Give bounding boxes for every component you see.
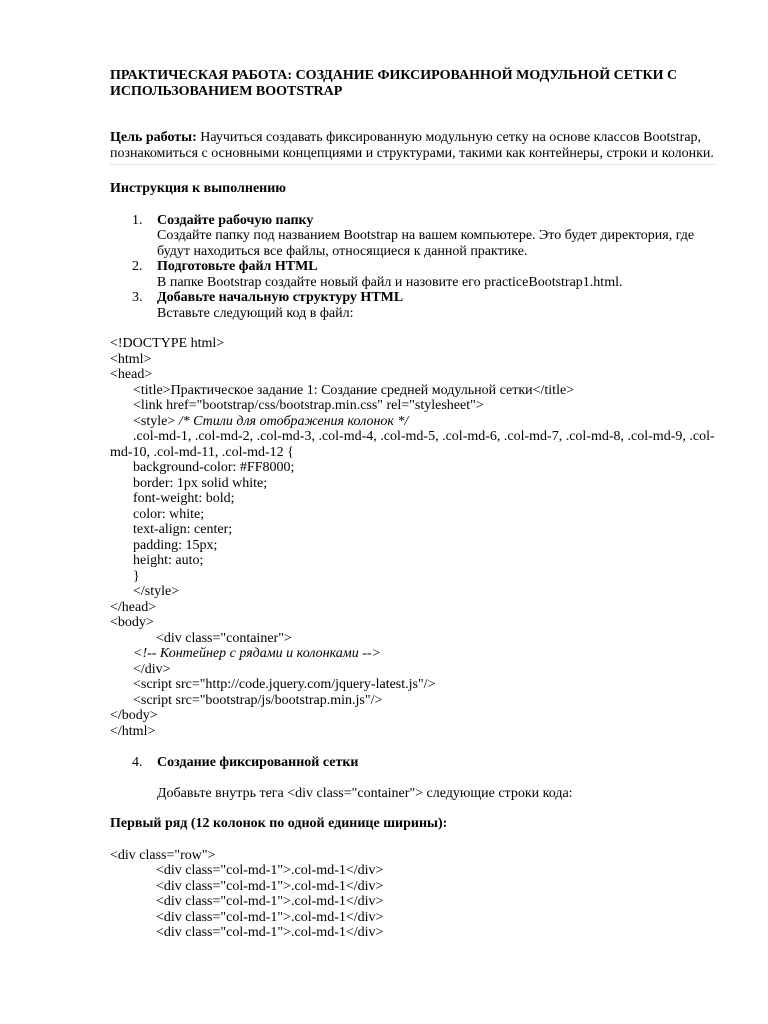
- code-line: [110, 414, 715, 430]
- step-item: [110, 213, 715, 260]
- step-heading: Создайте рабочую папку: [157, 212, 314, 228]
- divider: [110, 164, 715, 165]
- code-line: background-color: #FF8000;: [133, 460, 295, 475]
- code-line: font-weight: bold;: [133, 491, 235, 506]
- goal-label: Цель работы:: [110, 130, 197, 145]
- step-heading: Добавьте начальную структуру HTML: [157, 290, 404, 305]
- section-heading: Первый ряд (12 колонок по одной единице ширины):: [110, 816, 448, 831]
- step-text: В папке Bootstrap создайте новый файл и назовите его practiceBootstrap1.html.: [157, 274, 623, 290]
- code-line: <body>: [110, 615, 154, 630]
- code-line: </head>: [110, 599, 157, 615]
- code-line: <link href="bootstrap/css/bootstrap.min.css" rel="stylesheet">: [133, 398, 484, 413]
- code-line: <div class="col-md-1">.col-md-1</div>: [156, 863, 384, 878]
- code-comment: <!-- Контейнер с рядами и колонками -->: [133, 646, 381, 661]
- html-code-block: [110, 336, 715, 739]
- code-line: height: auto;: [133, 553, 204, 568]
- code-line: <title>Практическое задание 1: Создание средней модульной сетки</title>: [133, 382, 575, 398]
- code-line: <!DOCTYPE html>: [110, 336, 225, 351]
- code-line: <div class="col-md-1">.col-md-1</div>: [156, 909, 384, 925]
- step-item: [110, 259, 715, 290]
- steps-list-continued: [110, 755, 715, 771]
- step-number: 4.: [132, 755, 143, 770]
- row-code-block: [110, 848, 715, 941]
- step-number: 1.: [132, 212, 143, 228]
- step-text: Добавьте внутрь тега <div class="container"> следующие строки кода:: [157, 785, 573, 801]
- code-line: <div class="col-md-1">.col-md-1</div>: [156, 925, 384, 940]
- step-heading: Подготовьте файл HTML: [157, 259, 318, 274]
- step-text: Вставьте следующий код в файл:: [157, 305, 354, 321]
- step-text: Создайте папку под названием Bootstrap на вашем компьютере. Это будет директория, где будут находиться все файлы, относящиеся к данной практике.: [157, 228, 695, 259]
- step-number: 2.: [132, 259, 143, 274]
- instructions-heading: Инструкция к выполнению: [110, 181, 286, 196]
- code-line: <div class="container">: [156, 630, 292, 646]
- code-line: </style>: [133, 584, 180, 599]
- code-line: <div class="row">: [110, 847, 216, 863]
- step-item: [110, 290, 715, 321]
- code-line: </body>: [110, 708, 158, 723]
- code-line: }: [133, 568, 140, 584]
- step-item: [110, 755, 715, 771]
- code-line: text-align: center;: [133, 522, 233, 537]
- steps-list: [110, 213, 715, 322]
- code-style-open: <style>: [133, 413, 176, 429]
- code-line: border: 1px solid white;: [133, 475, 268, 491]
- code-line: <div class="col-md-1">.col-md-1</div>: [156, 878, 384, 894]
- code-line: <html>: [110, 351, 152, 367]
- goal-text: Научиться создавать фиксированную модульную сетку на основе классов Bootstrap, познакомиться с основными концепциями и структурами, такими как контейнеры, строки и колонки.: [110, 130, 714, 161]
- code-line: </html>: [110, 723, 156, 739]
- document-page: [110, 68, 715, 941]
- code-line: padding: 15px;: [133, 537, 218, 553]
- document-title: ПРАКТИЧЕСКАЯ РАБОТА: СОЗДАНИЕ ФИКСИРОВАННОЙ МОДУЛЬНОЙ СЕТКИ С ИСПОЛЬЗОВАНИЕМ BOOTSTRAP: [110, 68, 678, 99]
- code-line: <script src="http://code.jquery.com/jquery-latest.js"/>: [133, 677, 436, 692]
- code-line: color: white;: [133, 506, 205, 522]
- code-line: <head>: [110, 367, 153, 382]
- code-line: .col-md-1, .col-md-2, .col-md-3, .col-md-4, .col-md-5, .col-md-6, .col-md-7, .col-md-8, .col-md-9, .col-md-10, .col-md-11, .col-md-12 {: [110, 429, 715, 460]
- goal-paragraph: [110, 130, 715, 161]
- code-line: </div>: [133, 661, 171, 677]
- code-line: <div class="col-md-1">.col-md-1</div>: [156, 894, 384, 909]
- code-line: <script src="bootstrap/js/bootstrap.min.js"/>: [133, 692, 383, 708]
- step-heading: Создание фиксированной сетки: [157, 755, 359, 770]
- step-number: 3.: [132, 290, 143, 305]
- code-comment: /* Стили для отображения колонок */: [175, 413, 409, 429]
